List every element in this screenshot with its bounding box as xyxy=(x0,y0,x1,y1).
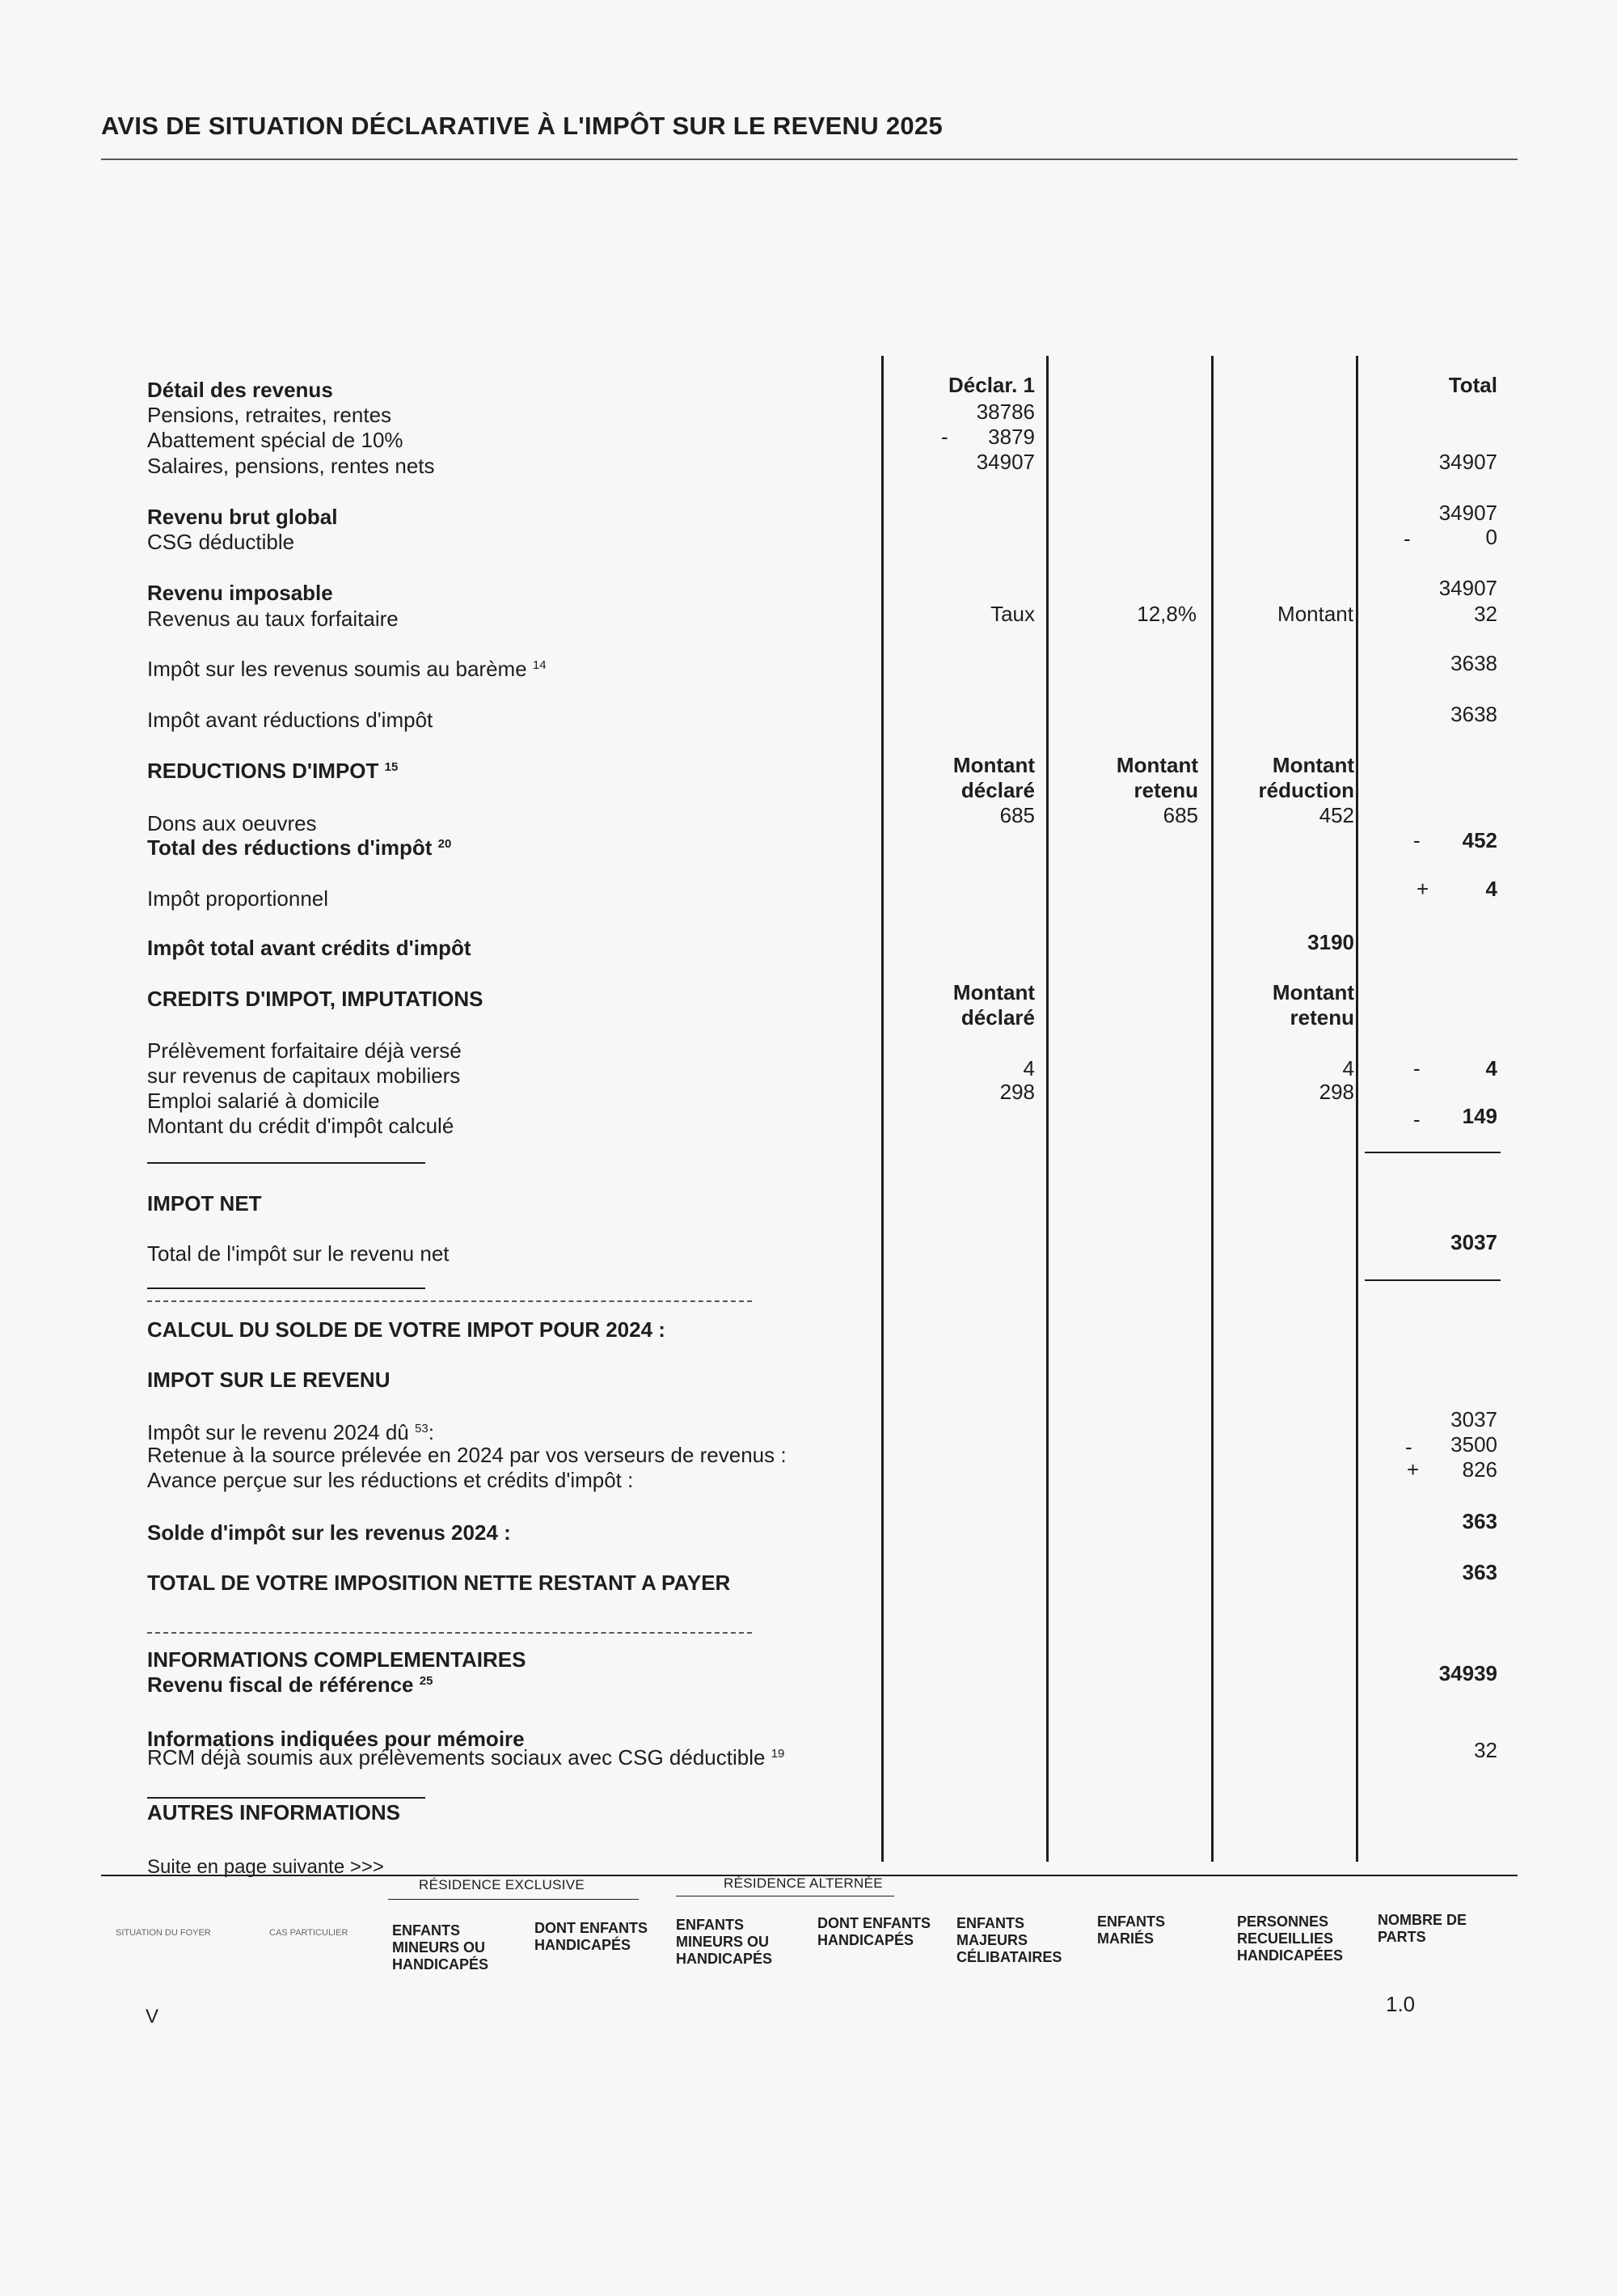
credits-heading: CREDITS D'IMPOT, IMPUTATIONS xyxy=(147,987,483,1011)
pensions-declar-value: 38786 xyxy=(976,400,1035,424)
total-rule xyxy=(1365,1279,1501,1281)
prelevement-label-1: Prélèvement forfaitaire déjà versé xyxy=(147,1038,462,1063)
nets-label: Salaires, pensions, rentes nets xyxy=(147,454,435,478)
prelevement-sign: - xyxy=(1413,1056,1421,1080)
credit-calcule-total: 149 xyxy=(1462,1104,1497,1128)
forfaitaire-total: 32 xyxy=(1474,602,1497,626)
avant-credits-value: 3190 xyxy=(1307,930,1354,954)
section-rule xyxy=(147,1797,425,1799)
reductions-retenu-header: Montant retenu xyxy=(1116,753,1198,802)
impot-du-label: Impôt sur le revenu 2024 dû $^{53}$: xyxy=(147,1420,434,1444)
suite-page-suivante: Suite en page suivante >>> xyxy=(147,1856,384,1878)
credit-calcule-sign: - xyxy=(1413,1107,1421,1131)
avant-reductions-label: Impôt avant réductions d'impôt xyxy=(147,708,433,732)
revenu-imposable-label: Revenu imposable xyxy=(147,581,333,605)
cas-particulier-header: CAS PARTICULIER xyxy=(269,1928,348,1938)
avant-reductions-total: 3638 xyxy=(1450,702,1497,726)
avance-sign: + xyxy=(1407,1457,1420,1482)
abattement-sign: - xyxy=(941,425,948,449)
credit-calcule-label: Montant du crédit d'impôt calculé xyxy=(147,1114,454,1138)
avance-value: 826 xyxy=(1462,1457,1497,1482)
nets-total-value: 34907 xyxy=(1438,450,1497,474)
taux-label: Taux xyxy=(990,602,1035,626)
impot-net-heading: IMPOT NET xyxy=(147,1191,262,1216)
forfaitaire-label: Revenus au taux forfaitaire xyxy=(147,607,399,631)
credits-declare-header: Montant déclaré xyxy=(952,980,1035,1030)
enfants-mineurs-header: ENFANTS MINEURS OU HANDICAPÉS xyxy=(392,1922,489,1973)
infos-complementaires-heading: INFORMATIONS COMPLEMENTAIRES xyxy=(147,1647,526,1672)
title-divider xyxy=(101,159,1518,160)
reste-a-payer-value: 363 xyxy=(1462,1560,1497,1584)
rcm-footnote: 19 xyxy=(771,1747,785,1761)
prelevement-total: 4 xyxy=(1485,1056,1497,1080)
csg-sign: - xyxy=(1404,526,1411,551)
proportionnel-value: 4 xyxy=(1485,877,1497,901)
reste-a-payer-label: TOTAL DE VOTRE IMPOSITION NETTE RESTANT A PAYER xyxy=(147,1571,731,1595)
bareme-total: 3638 xyxy=(1450,651,1497,675)
alt-dont-handicapes-header: DONT ENFANTS HANDICAPÉS xyxy=(817,1915,931,1948)
personnes-recueillies-header: PERSONNES RECUEILLIES HANDICAPÉES xyxy=(1237,1913,1344,1964)
csg-label: CSG déductible xyxy=(147,530,295,554)
residence-exclusive-header: RÉSIDENCE EXCLUSIVE xyxy=(419,1877,585,1892)
retenue-source-value: 3500 xyxy=(1450,1432,1497,1457)
section-dashed-divider xyxy=(147,1632,752,1634)
alt-enfants-mineurs-header: ENFANTS MINEURS OU HANDICAPÉS xyxy=(676,1917,773,1967)
detail-revenus-heading: Détail des revenus xyxy=(147,378,333,402)
avance-label: Avance perçue sur les réductions et crédits d'impôt : xyxy=(147,1468,634,1492)
avant-credits-label: Impôt total avant crédits d'impôt xyxy=(147,936,471,960)
revenu-brut-total: 34907 xyxy=(1438,501,1497,525)
total-rule xyxy=(1365,1152,1501,1153)
column-divider xyxy=(881,356,884,1862)
impot-net-label: Total de l'impôt sur le revenu net xyxy=(147,1241,450,1266)
bareme-footnote: 14 xyxy=(532,658,547,672)
nombre-parts-header: NOMBRE DE PARTS xyxy=(1378,1912,1467,1945)
section-rule xyxy=(147,1288,425,1289)
proportionnel-label: Impôt proportionnel xyxy=(147,886,329,911)
enfants-maries-header: ENFANTS MARIÉS xyxy=(1097,1913,1166,1947)
situation-foyer-header: SITUATION DU FOYER xyxy=(116,1928,211,1938)
revenu-imposable-total: 34907 xyxy=(1438,576,1497,600)
solde-heading: CALCUL DU SOLDE DE VOTRE IMPOT POUR 2024 : xyxy=(147,1317,665,1342)
enfants-majeurs-header: ENFANTS MAJEURS CÉLIBATAIRES xyxy=(956,1915,1062,1965)
csg-total: 0 xyxy=(1485,525,1497,549)
declar-column-header: Déclar. 1 xyxy=(948,373,1035,397)
bareme-label: Impôt sur les revenus soumis au barème $^{14}$ xyxy=(147,657,547,681)
revenu-brut-label: Revenu brut global xyxy=(147,505,338,529)
dons-declare-value: 685 xyxy=(999,803,1035,827)
credits-retenu-header: Montant retenu xyxy=(1272,980,1354,1030)
montant-label: Montant xyxy=(1277,602,1353,626)
prelevement-retenu-value: 4 xyxy=(1342,1056,1354,1080)
total-reductions-sign: - xyxy=(1413,828,1421,852)
proportionnel-sign: + xyxy=(1416,877,1429,901)
total-column-header: Total xyxy=(1448,373,1497,397)
reductions-heading: REDUCTIONS D'IMPOT $^{15}$ xyxy=(147,759,399,783)
residence-exclusive-rule xyxy=(388,1899,639,1900)
rcm-value: 32 xyxy=(1474,1738,1497,1762)
reductions-reduction-header: Montant réduction xyxy=(1258,753,1354,802)
total-reductions-value: 452 xyxy=(1462,828,1497,852)
rfr-label: Revenu fiscal de référence $^{25}$ xyxy=(147,1672,433,1697)
impot-net-value: 3037 xyxy=(1450,1230,1497,1254)
residence-alternee-header: RÉSIDENCE ALTERNÉE xyxy=(724,1875,883,1891)
section-rule xyxy=(147,1162,425,1164)
total-reductions-label: Total des réductions d'impôt $^{20}$ xyxy=(147,835,452,860)
emploi-declare-value: 298 xyxy=(999,1080,1035,1104)
pensions-label: Pensions, retraites, rentes xyxy=(147,403,392,427)
solde-impot-value: 363 xyxy=(1462,1509,1497,1533)
nets-declar-value: 34907 xyxy=(976,450,1035,474)
impot-du-value: 3037 xyxy=(1450,1407,1497,1431)
rcm-label: RCM déjà soumis aux prélèvements sociaux avec CSG déductible $^{19}$ xyxy=(147,1745,785,1770)
page-title: AVIS DE SITUATION DÉCLARATIVE À L'IMPÔT SUR LE REVENU 2025 xyxy=(101,112,944,140)
reductions-footnote: 15 xyxy=(384,760,399,774)
nombre-parts-value: 1.0 xyxy=(1386,1992,1416,2016)
retenue-source-sign: - xyxy=(1405,1435,1412,1459)
prelevement-label-2: sur revenus de capitaux mobiliers xyxy=(147,1063,461,1088)
emploi-retenu-value: 298 xyxy=(1319,1080,1354,1104)
column-divider xyxy=(1046,356,1049,1862)
prelevement-declare-value: 4 xyxy=(1023,1056,1035,1080)
autres-informations-heading: AUTRES INFORMATIONS xyxy=(147,1800,400,1825)
emploi-domicile-label: Emploi salarié à domicile xyxy=(147,1089,380,1113)
total-reductions-footnote: 20 xyxy=(437,837,452,851)
situation-foyer-value: V xyxy=(146,2006,159,2027)
section-dashed-divider xyxy=(147,1300,752,1302)
rfr-value: 34939 xyxy=(1438,1661,1497,1685)
impot-du-footnote: 53 xyxy=(415,1422,429,1436)
rfr-footnote: 25 xyxy=(419,1674,433,1688)
column-divider xyxy=(1211,356,1214,1862)
abattement-label: Abattement spécial de 10% xyxy=(147,428,403,452)
abattement-declar-value: 3879 xyxy=(988,425,1035,449)
reductions-declare-header: Montant déclaré xyxy=(952,753,1035,802)
retenue-source-label: Retenue à la source prélevée en 2024 par vos verseurs de revenus : xyxy=(147,1443,787,1467)
dons-label: Dons aux oeuvres xyxy=(147,811,317,835)
solde-impot-label: Solde d'impôt sur les revenus 2024 : xyxy=(147,1520,511,1545)
dons-reduction-value: 452 xyxy=(1319,803,1354,827)
taux-value: 12,8% xyxy=(1137,602,1197,626)
impot-revenu-subheading: IMPOT SUR LE REVENU xyxy=(147,1368,391,1392)
column-divider xyxy=(1356,356,1358,1862)
memoire-heading: Informations indiquées pour mémoire xyxy=(147,1727,525,1751)
dons-retenu-value: 685 xyxy=(1163,803,1198,827)
dont-handicapes-header: DONT ENFANTS HANDICAPÉS xyxy=(534,1920,648,1953)
